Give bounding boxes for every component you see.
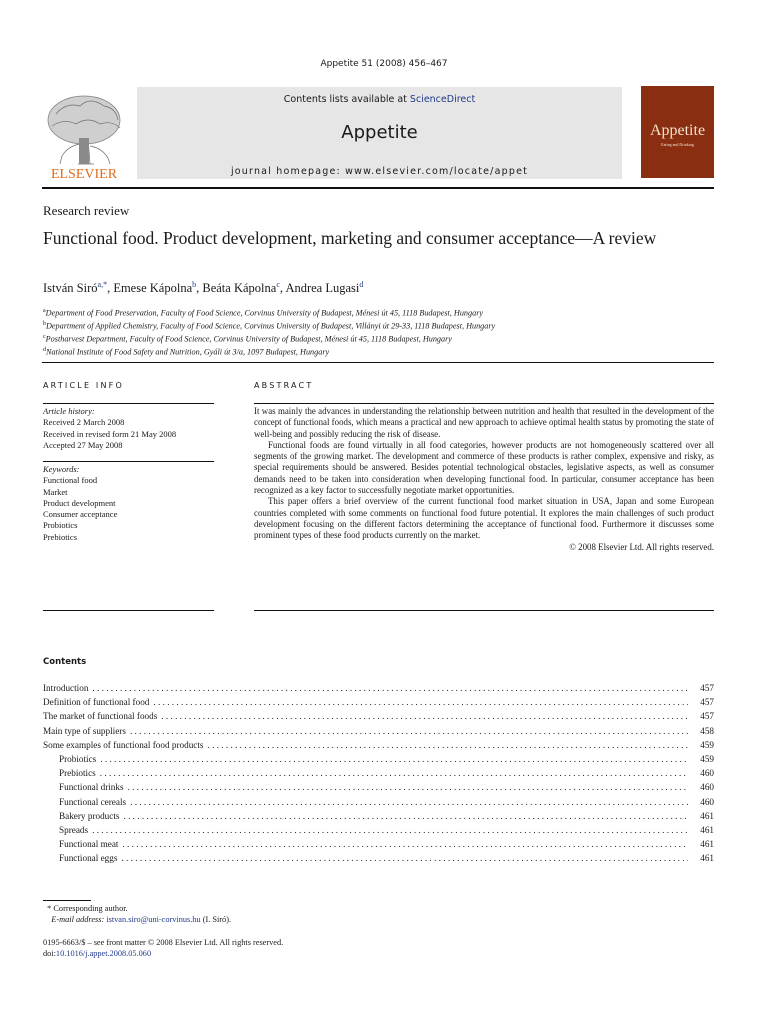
cover-subtitle: Eating and Drinking: [661, 142, 694, 147]
article-info-heading: ARTICLE INFO: [43, 381, 124, 390]
abstract-paragraph: Functional foods are found virtually in all food categories, however products are not homogeneously scattered over all segments of the growing market. The development and commerce of these products is rather complex, expensive and risky, as special requirements should be answered. Besides potential technological obstacles, legislative aspects, as well as consumer demands need to be taken into consideration when developing functional food. In particular, consumer acceptance has been recognized as a key factor to successfully negotiate market opportunities.: [254, 439, 714, 496]
table-of-contents: [43, 683, 714, 867]
toc-subentry[interactable]: Functional meat ..... 461: [43, 839, 714, 853]
toc-subentry[interactable]: Spreads ..... 461: [43, 825, 714, 839]
history-received: Received 2 March 2008: [43, 417, 125, 428]
history-label: Article history:: [43, 406, 95, 416]
footnote-mark: *: [47, 904, 52, 913]
journal-cover-image: [641, 86, 714, 178]
author-affiliation-mark[interactable]: b: [192, 280, 197, 289]
cover-title: Appetite: [649, 122, 706, 139]
abstract-body: [254, 406, 714, 553]
keywords-label: Keywords:: [43, 464, 80, 474]
article-type: Research review: [43, 203, 130, 218]
footnote-corresponding: Corresponding author.: [53, 904, 128, 913]
keyword-list: [43, 464, 117, 543]
keyword: Probiotics: [43, 520, 78, 531]
divider: [254, 610, 714, 611]
toc-subentry[interactable]: Probiotics ..... 459: [43, 754, 714, 768]
contents-prefix: Contents lists available at: [283, 94, 410, 105]
email-label: E-mail address:: [51, 915, 105, 925]
divider: [43, 461, 214, 462]
author-affiliation-mark[interactable]: d: [359, 280, 364, 289]
journal-citation: Appetite 51 (2008) 456–467: [320, 59, 448, 69]
toc-entry[interactable]: Main type of suppliers ..... 458: [43, 726, 714, 740]
footnote-rule: [43, 900, 91, 901]
toc-entry[interactable]: Some examples of functional food products ..... 459: [43, 740, 714, 754]
toc-entry[interactable]: Introduction ..... 457: [43, 683, 714, 697]
toc-subentry[interactable]: Prebiotics ..... 460: [43, 768, 714, 782]
toc-subentry[interactable]: Bakery products ..... 461: [43, 811, 714, 825]
history-accepted: Accepted 27 May 2008: [43, 439, 123, 450]
article-title: Functional food. Product development, marketing and consumer acceptance—A review: [43, 228, 657, 248]
copyright-notice: © 2008 Elsevier Ltd. All rights reserved.: [569, 541, 714, 552]
author-name: Andrea Lugasi: [285, 281, 360, 296]
email-link[interactable]: istvan.siro@uni-corvinus.hu: [106, 915, 201, 925]
keyword: Product development: [43, 497, 116, 508]
toc-subentry[interactable]: Functional drinks ..... 460: [43, 782, 714, 796]
page-footer: [43, 937, 283, 960]
toc-entry[interactable]: Definition of functional food ..... 457: [43, 697, 714, 711]
affiliation: $^d$National Institute of Food Safety and Nutrition, Gyáli út 3/a, 1097 Budapest, Hungary: [43, 347, 330, 357]
abstract-paragraph: It was mainly the advances in understanding the relationship between nutrition and health that resulted in the development of the concept of functional foods, which means a practical and new approach to achieve optimal health status by promoting the state of well-being and possibly reducing the risk of disease.: [254, 406, 714, 439]
author-name: István Siró: [43, 281, 98, 296]
sciencedirect-link[interactable]: ScienceDirect: [409, 94, 476, 105]
affiliation: $^b$Department of Applied Chemistry, Faculty of Food Science, Corvinus University of Budapest, Villányi út 29-33, 1118 Budapest, Hungary: [43, 321, 496, 331]
journal-homepage[interactable]: journal homepage: www.elsevier.com/locate/appet: [230, 166, 529, 177]
elsevier-tree-logo: [42, 92, 126, 180]
toc-subentry[interactable]: Functional eggs ..... 461: [43, 853, 714, 867]
author-list: István Siró$^{a,*}$, Emese Kápolna$^b$, Beáta Kápolna$^c$, Andrea Lugasi$^d$: [43, 280, 364, 296]
toc-subentry[interactable]: Functional cereals ..... 460: [43, 797, 714, 811]
affiliation: $^c$Postharvest Department, Faculty of Food Science, Corvinus University of Budapest, Ménesi út 45, 1118 Budapest, Hungary: [43, 334, 452, 344]
header-rule: [42, 187, 714, 189]
abstract-heading: ABSTRACT: [254, 381, 314, 390]
contents-heading: Contents: [43, 657, 87, 667]
author-affiliation-mark[interactable]: c: [276, 280, 280, 289]
doi-link[interactable]: 10.1016/j.appet.2008.05.060: [55, 949, 152, 959]
author-name: Emese Kápolna: [113, 281, 193, 296]
author-affiliation-mark[interactable]: a,*: [97, 280, 108, 289]
affiliation: $^a$Department of Food Preservation, Faculty of Food Science, Corvinus University of Budapest, Ménesi út 45, 1118 Budapest, Hungary: [43, 308, 484, 318]
divider: [43, 610, 214, 611]
elsevier-wordmark: ELSEVIER: [50, 167, 118, 180]
author-name: Beáta Kápolna: [202, 281, 277, 296]
contents-availability: [137, 94, 622, 105]
abstract-paragraph: This paper offers a brief overview of the current functional food market situation in USA, Japan and some European countries completed with some comments on functional food future potential. It explores the main challenges of such product development focusing on the different factors determining the acceptance of functional food. Furthermore it discusses some prominent types of these food products currently on the market.: [254, 496, 714, 541]
affiliation-list: [43, 306, 495, 358]
corresponding-author-footnote: [43, 903, 231, 926]
doi-label: doi:: [43, 949, 56, 959]
toc-entry[interactable]: The market of functional foods ..... 457: [43, 711, 714, 725]
keyword: Consumer acceptance: [43, 509, 118, 520]
keyword: Prebiotics: [43, 531, 77, 542]
divider: [43, 403, 214, 404]
issn-line: 0195-6663/$ – see front matter © 2008 Elsevier Ltd. All rights reserved.: [43, 938, 284, 947]
section-rule: [42, 362, 714, 363]
article-history: [43, 406, 176, 451]
history-revised: Received in revised form 21 May 2008: [43, 428, 177, 439]
divider: [254, 403, 714, 404]
journal-name: Appetite: [341, 122, 418, 143]
email-suffix: (I. Siró).: [202, 915, 232, 925]
keyword: Market: [43, 486, 68, 497]
keyword: Functional food: [43, 475, 98, 486]
